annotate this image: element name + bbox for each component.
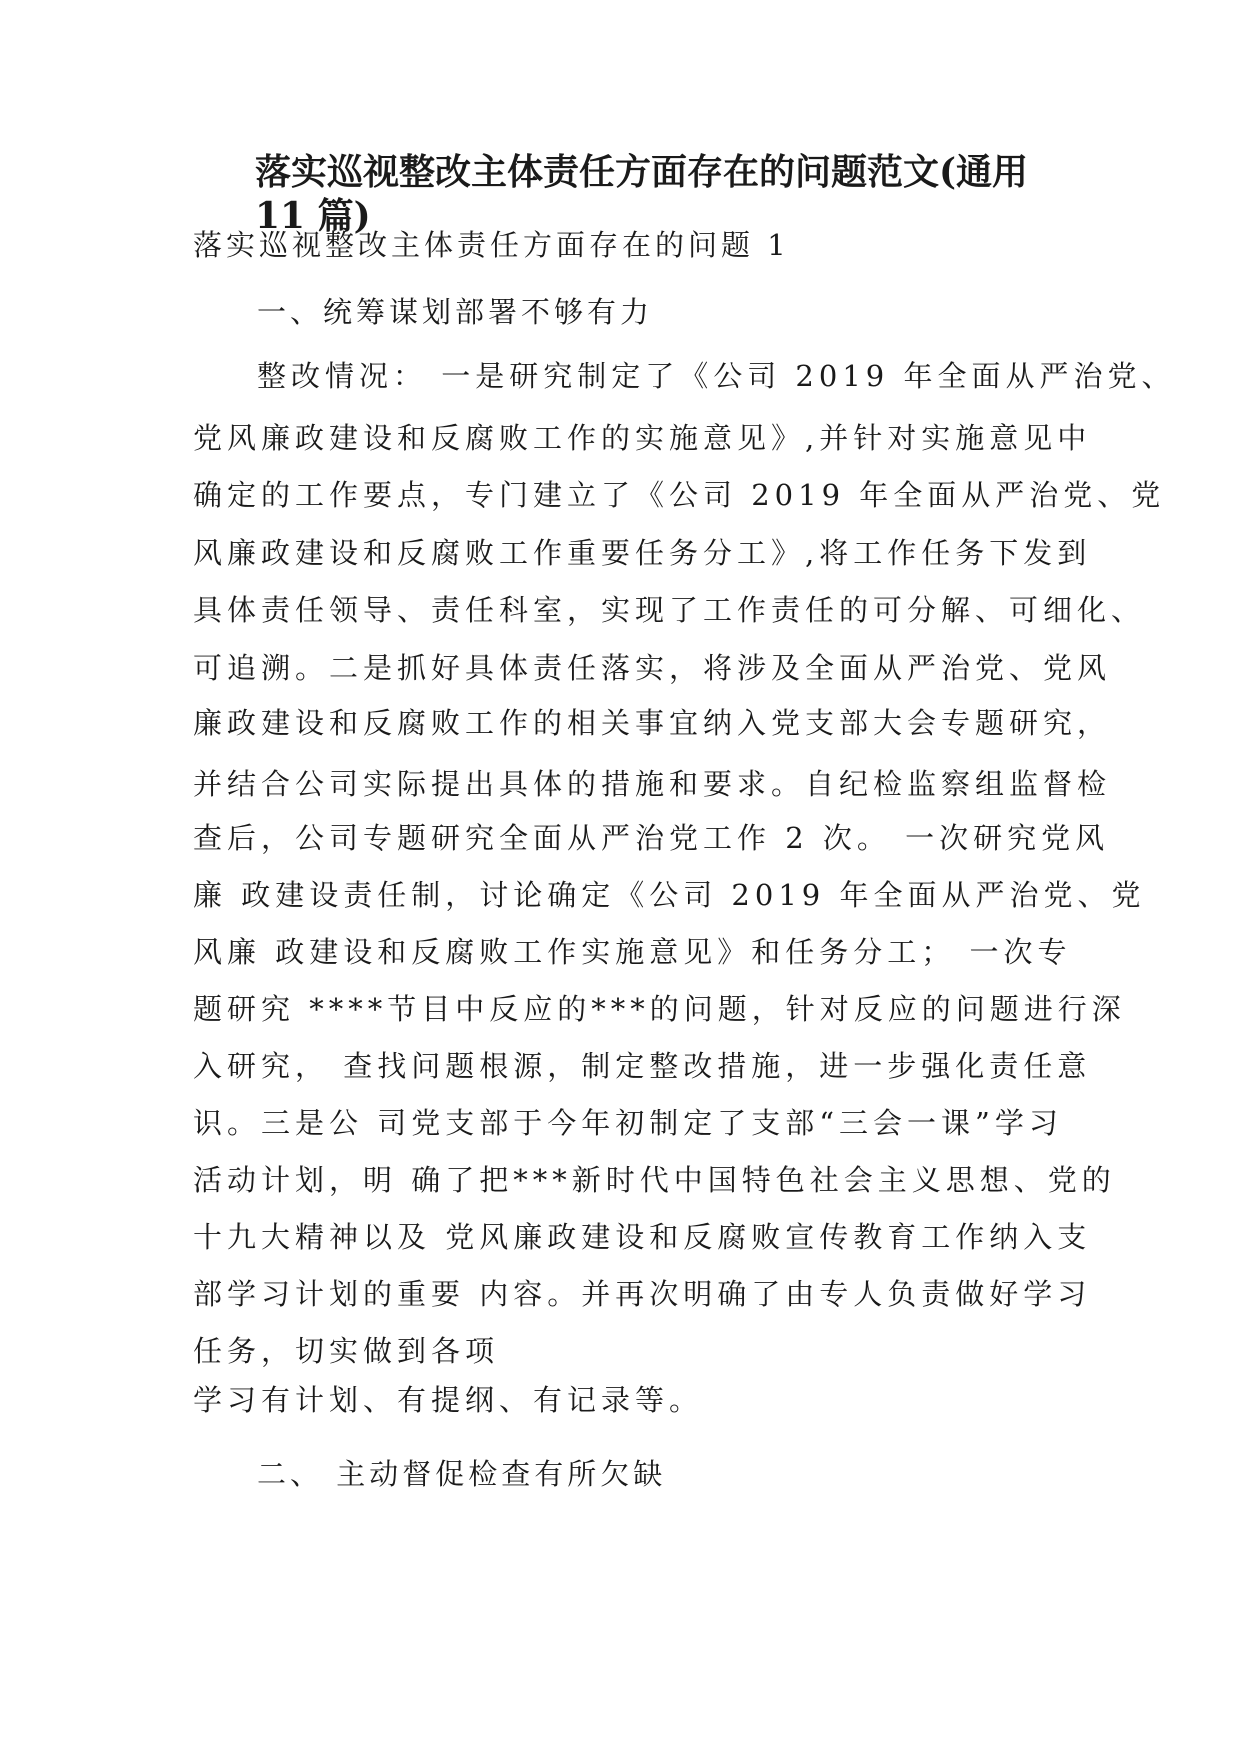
body-line: 识。三是公 司党支部于今年初制定了支部“三会一课”学习 bbox=[193, 1106, 1063, 1140]
body-line: 可追溯。二是抓好具体责任落实，将涉及全面从严治党、党风 bbox=[193, 651, 1112, 685]
body-line: 十九大精神以及 党风廉政建设和反腐败宣传教育工作纳入支 bbox=[193, 1220, 1092, 1254]
body-line: 党风廉政建设和反腐败工作的实施意见》,并针对实施意见中 bbox=[193, 421, 1092, 455]
document-title: 落实巡视整改主体责任方面存在的问题范文(通用 11 篇) bbox=[255, 151, 1029, 237]
section-heading-1: 一、统筹谋划部署不够有力 bbox=[257, 295, 654, 329]
body-line: 查后，公司专题研究全面从严治党工作 2 次。 一次研究党风 bbox=[193, 821, 1110, 855]
body-line: 廉 政建设责任制，讨论确定《公司 2019 年全面从严治党、党 bbox=[193, 878, 1146, 912]
body-line: 廉政建设和反腐败工作的相关事宜纳入党支部大会专题研究， bbox=[193, 706, 1112, 740]
body-line: 入研究， 查找问题根源，制定整改措施，进一步强化责任意 bbox=[193, 1049, 1092, 1083]
body-line: 并结合公司实际提出具体的措施和要求。自纪检监察组监督检 bbox=[193, 767, 1112, 801]
section-heading-2: 二、 主动督促检查有所欠缺 bbox=[257, 1457, 667, 1491]
body-line: 风廉政建设和反腐败工作重要任务分工》,将工作任务下发到 bbox=[193, 536, 1092, 570]
body-line: 活动计划，明 确了把***新时代中国特色社会主义思想、党的 bbox=[193, 1163, 1116, 1197]
body-line: 题研究 ****节目中反应的***的问题，针对反应的问题进行深 bbox=[193, 992, 1126, 1026]
body-line: 整改情况： 一是研究制定了《公司 2019 年全面从严治党、 bbox=[257, 359, 1176, 393]
article-heading: 落实巡视整改主体责任方面存在的问题 1 bbox=[193, 228, 790, 262]
body-line: 具体责任领导、责任科室，实现了工作责任的可分解、可细化、 bbox=[193, 593, 1146, 627]
body-line: 风廉 政建设和反腐败工作实施意见》和任务分工； 一次专 bbox=[193, 935, 1072, 969]
body-line: 确定的工作要点，专门建立了《公司 2019 年全面从严治党、党 bbox=[193, 478, 1166, 512]
body-line: 任务，切实做到各项 bbox=[193, 1334, 500, 1368]
body-line: 学习有计划、有提纲、有记录等。 bbox=[193, 1383, 704, 1417]
body-line: 部学习计划的重要 内容。并再次明确了由专人负责做好学习 bbox=[193, 1277, 1092, 1311]
